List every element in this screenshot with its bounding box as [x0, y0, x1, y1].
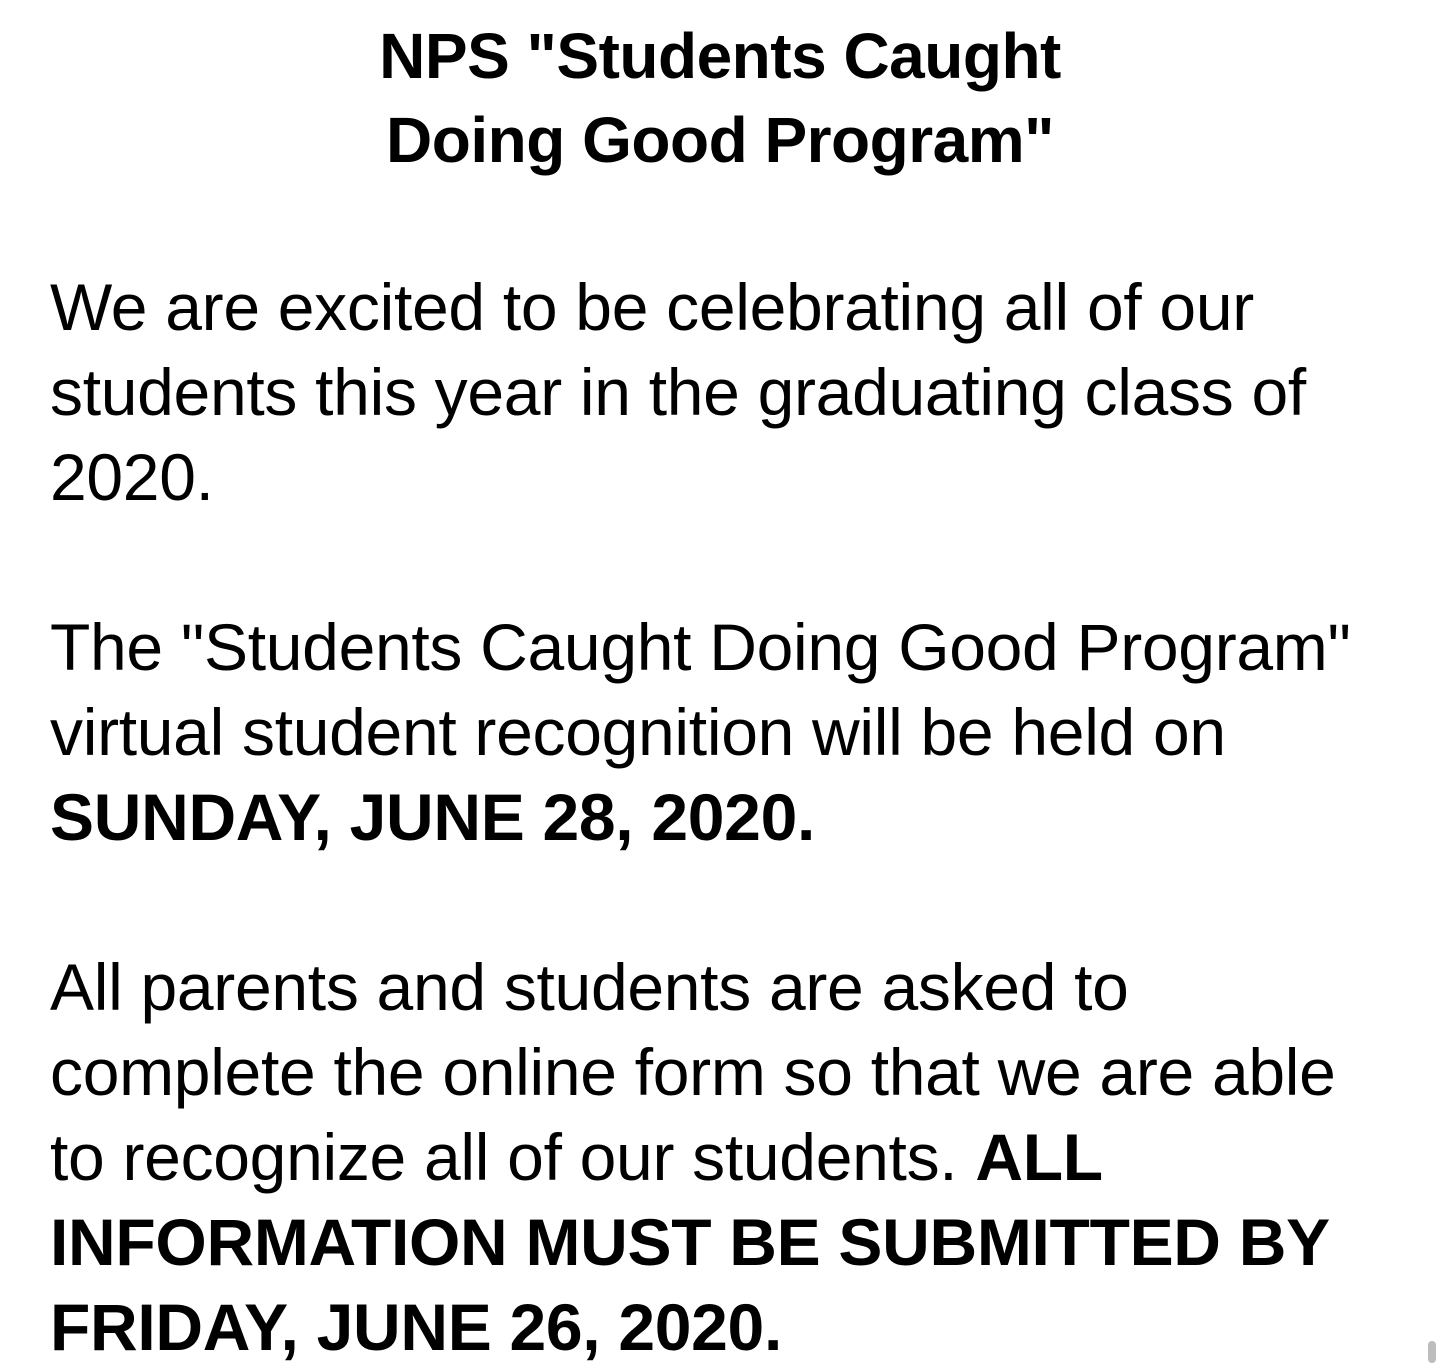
paragraph-intro: We are excited to be celebrating all of our students this year in the graduating class of 2020. — [50, 270, 1306, 514]
page-title — [0, 14, 1440, 182]
event-date: SUNDAY, JUNE 28, 2020. — [50, 780, 816, 854]
title-line-2: Doing Good Program" — [386, 104, 1054, 176]
submission-deadline: ALL INFORMATION MUST BE SUBMITTED BY FRIDAY, JUNE 26, 2020. — [50, 1120, 1329, 1363]
form-text: All parents and students are asked to complete the online form so that we are able to recognize all of our students. — [50, 950, 1336, 1194]
event-text: The "Students Caught Doing Good Program" virtual student recognition will be held on — [50, 610, 1351, 769]
document-body — [50, 265, 1390, 1363]
scrollbar-thumb[interactable] — [1428, 1341, 1436, 1363]
title-line-1: NPS "Students Caught — [379, 20, 1061, 92]
paragraph-form — [50, 945, 1390, 1363]
paragraph-event — [50, 605, 1390, 860]
